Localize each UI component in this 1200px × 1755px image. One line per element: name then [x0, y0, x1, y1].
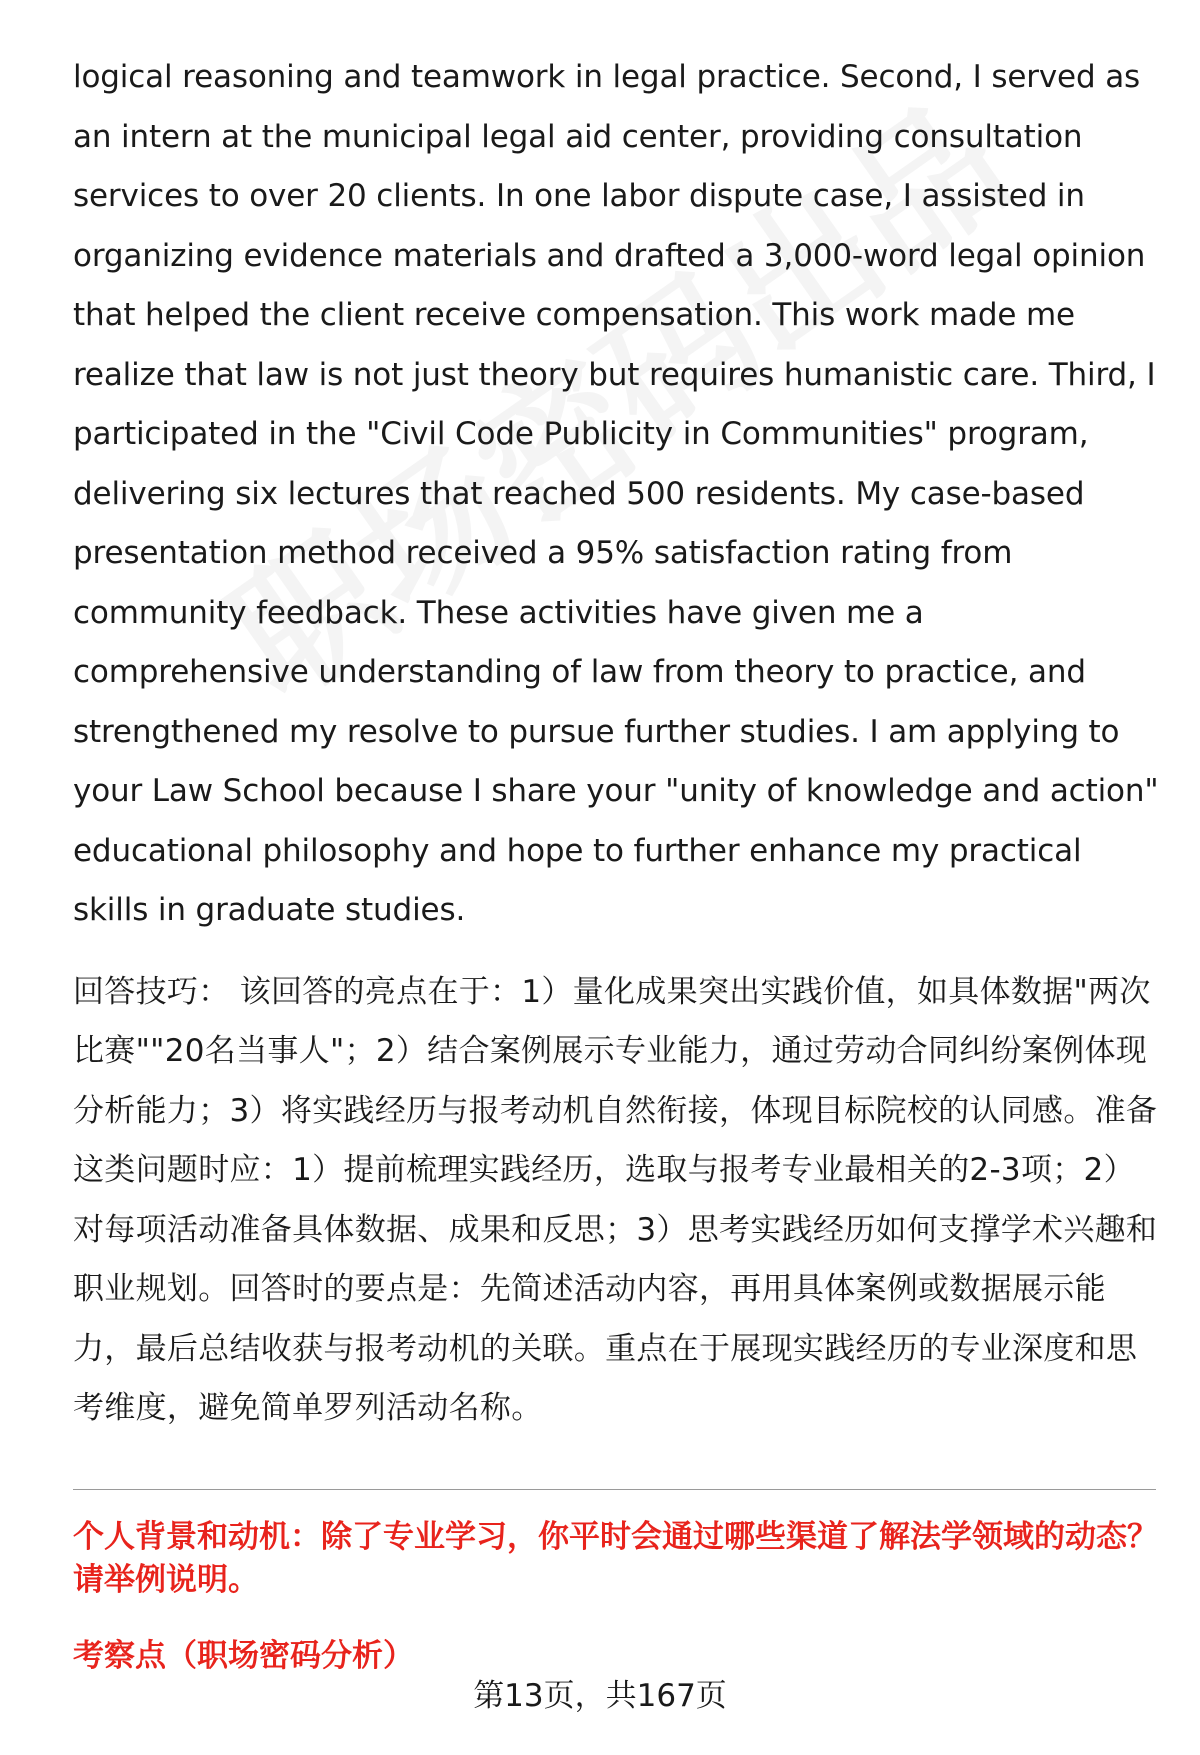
answer-paragraph: logical reasoning and teamwork in legal practice. Second, I served as an intern at the municipal legal aid center, providing consultation services to over 20 clients. In one labor dispute case, I assisted in organizing evidence materials and drafted a 3,000-word legal opinion that helped the client receive compensation. This work made me realize that law is not just theory but requires humanistic care. Third, I participated in the "Civil Code Publicity in Communities" program, delivering six lectures that reached 500 residents. My case-based presentation method received a 95% satisfaction rating from community feedback. These activities have given me a comprehensive understanding of law from theory to practice, and strengthened my resolve to pursue further studies. I am applying to your Law School because I share your "unity of knowledge and action" educational philosophy and hope to further enhance my practical skills in graduate studies.	[73, 59, 1159, 928]
interview-question: 个人背景和动机：除了专业学习，你平时会通过哪些渠道了解法学领域的动态？请举例说明。	[73, 1518, 1158, 1598]
section-divider	[73, 1489, 1156, 1490]
page-number: 第13页，共167页	[473, 1678, 727, 1714]
section-heading: 考察点（职场密码分析）	[73, 1637, 414, 1674]
answer-tips-paragraph: 回答技巧： 该回答的亮点在于：1）量化成果突出实践价值，如具体数据"两次比赛""20名当事人"；2）结合案例展示专业能力，通过劳动合同纠纷案例体现分析能力；3）将实践经历与报考动机自然衔接，体现目标院校的认同感。准备这类问题时应：1）提前梳理实践经历，选取与报考专业最相关的2-3项；2）对每项活动准备具体数据、成果和反思；3）思考实践经历如何支撑学术兴趣和职业规划。回答时的要点是：先简述活动内容，再用具体案例或数据展示能力，最后总结收获与报考动机的关联。重点在于展现实践经历的专业深度和思考维度，避免简单罗列活动名称。	[73, 973, 1158, 1426]
document-page	[73, 48, 1163, 1678]
